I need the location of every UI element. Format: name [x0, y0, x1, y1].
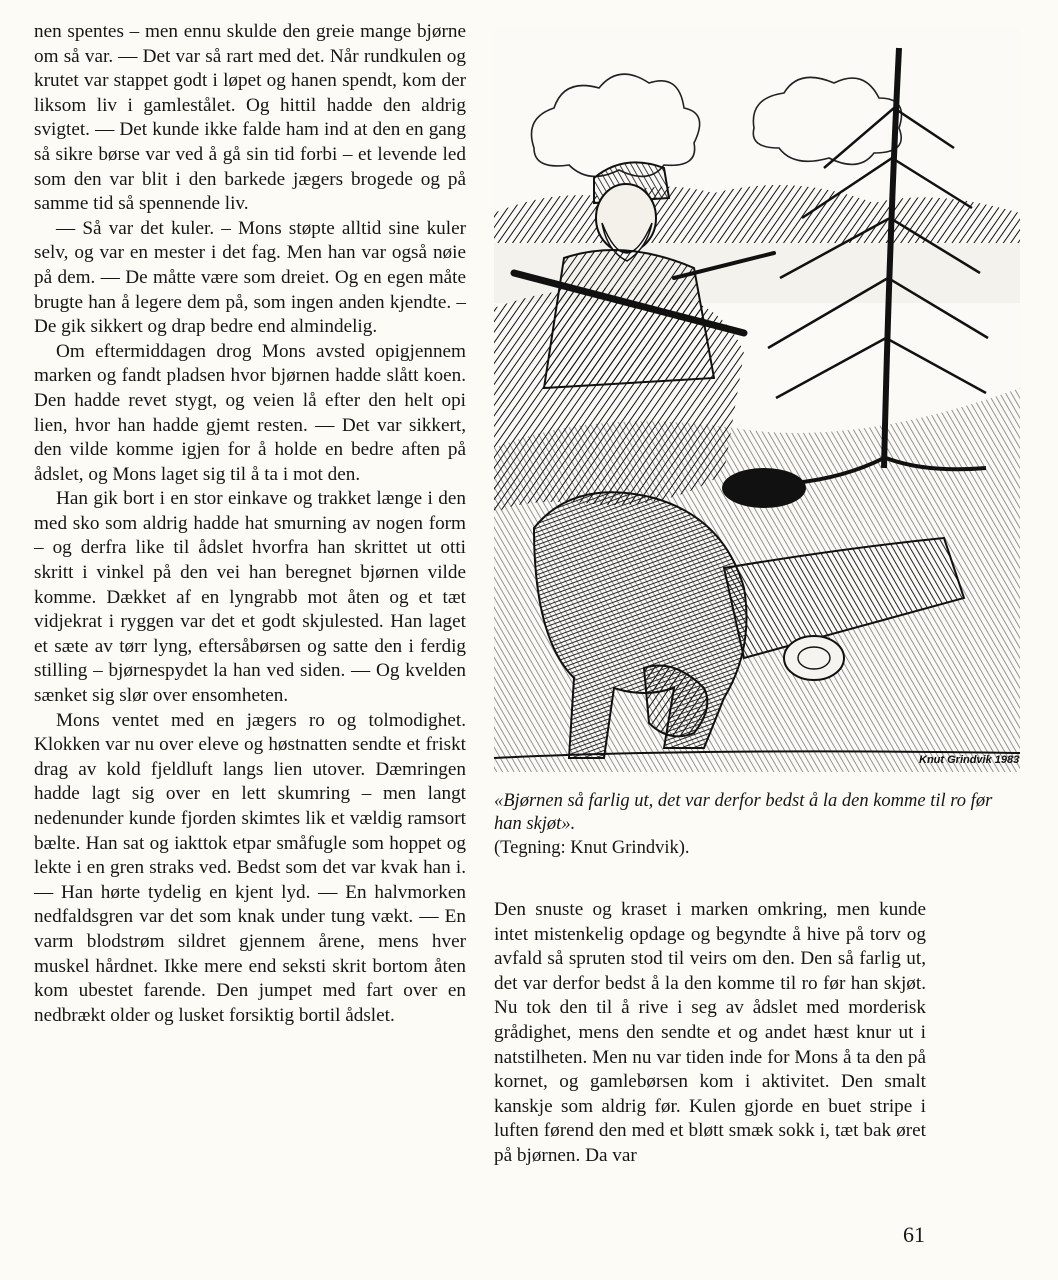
hunter-bear-illustration	[494, 28, 1020, 772]
left-paragraph: nen spentes – men ennu skulde den greie mange bjørne om så var. — Det var så rart med det. Når rundkulen og krutet var stappet godt i løpet og hanen spendt, kom der liksom liv i gamlestålet. Og hittil hadde den aldrig svigtet. — Det kunde ikke falde ham ind at den en gang så sikre børse var ved å gå sin tid forbi – et levende led som den var blit i den barkede jægers brogede og på samme tid så spennende liv.	[34, 21, 466, 215]
right-text-column	[494, 898, 926, 1169]
right-paragraph: Den snuste og kraset i marken omkring, men kunde intet mistenkelig opdage og begyndte å hive på torv og avfald så spruten stod til veirs om den. Den så farlig ut, det var derfor bedst å la den komme til ro før han skjøt. Nu tok den til å rive i seg av ådslet med morderisk grådighet, mens den sendte et og andet hæst knur ut i natstilheten. Men nu var tiden inde for Mons å ta den på kornet, og gamlebørsen kom i aktivitet. Den smalt kanskje som aldrig før. Kulen gjorde en buet stripe i luften førend den med et bløtt smæk sokk i, tæt bak øret på bjørnen. Da var	[494, 899, 926, 1166]
left-paragraph: Han gik bort i en stor einkave og trakket længe i den med sko som aldrig hadde hat smurning av nogen form – og derfra like til ådslet hvorfra han skrittet ut otti skritt i vinkel på den vei han beregnet bjørnen vilde komme. Dækket af en lyngrabb mot åten og et tæt vidjekrat i ryggen var det et godt skjulested. Han laget et sæte av tørr lyng, eftersåbørsen og satte den i ferdig stilling – bjørnespydet la han ved siden. — Og kvelden sænket sig slør over ensomheten.	[34, 488, 466, 707]
left-paragraph: Om eftermiddagen drog Mons avsted opigjennem marken og fandt pladsen hvor bjørnen hadde slått koen. Den hadde revet stygt, og veien lå efter den helt opi lien, hvor han hadde gjemt resten. — Det var sikkert, den vilde komme igjen for å holde en bedre aften på ådslet, og Mons laget sig til å ta i mot den.	[34, 340, 466, 485]
left-paragraph: — Så var det kuler. – Mons støpte alltid sine kuler selv, og var en mester i det fag. Men han var også nøie på dem. — De måtte være som dreiet. Og en egen måte brugte han å legere dem på, som ingen anden kjendte. – De gik sikkert og drap bedre end almindelig.	[34, 217, 466, 338]
left-text-column	[34, 20, 466, 1028]
caption-quote: «Bjørnen så farlig ut, det var derfor bedst å la den komme til ro før han skjøt».	[494, 791, 993, 835]
artist-signature: Knut Grindvik 1983	[919, 754, 1020, 766]
caption-credit: (Tegning: Knut Grindvik).	[494, 837, 690, 858]
left-paragraph: Mons ventet med en jægers ro og tolmodighet. Klokken var nu over eleve og høstnatten sendte et friskt drag av kold fjeldluft langs lien utover. Dæmringen hadde lagt sig over en lett skumring – men langt nedenunder kunde fjorden skimtes lik et vældig ramsort bælte. Han sat og iakttok etpar småfugle som hoppet og lekte i en gren straks ved. Bedst som det var kvak han i. — Han hørte tydelig en kjent lyd. — En halvmorken nedfaldsgren var det som knak under tung vækt. — En varm blodstrøm sildret gjennem årene, mens hver muskel hårdnet. Ikke mere end seksti skrit bortom åten kom ubestet farende. Den jumpet med fart over en nedbrækt older og lusket forsiktig bortil ådslet.	[34, 709, 466, 1026]
rock	[722, 468, 806, 508]
page-number: 61	[903, 1222, 925, 1247]
illustration-caption	[494, 790, 994, 860]
